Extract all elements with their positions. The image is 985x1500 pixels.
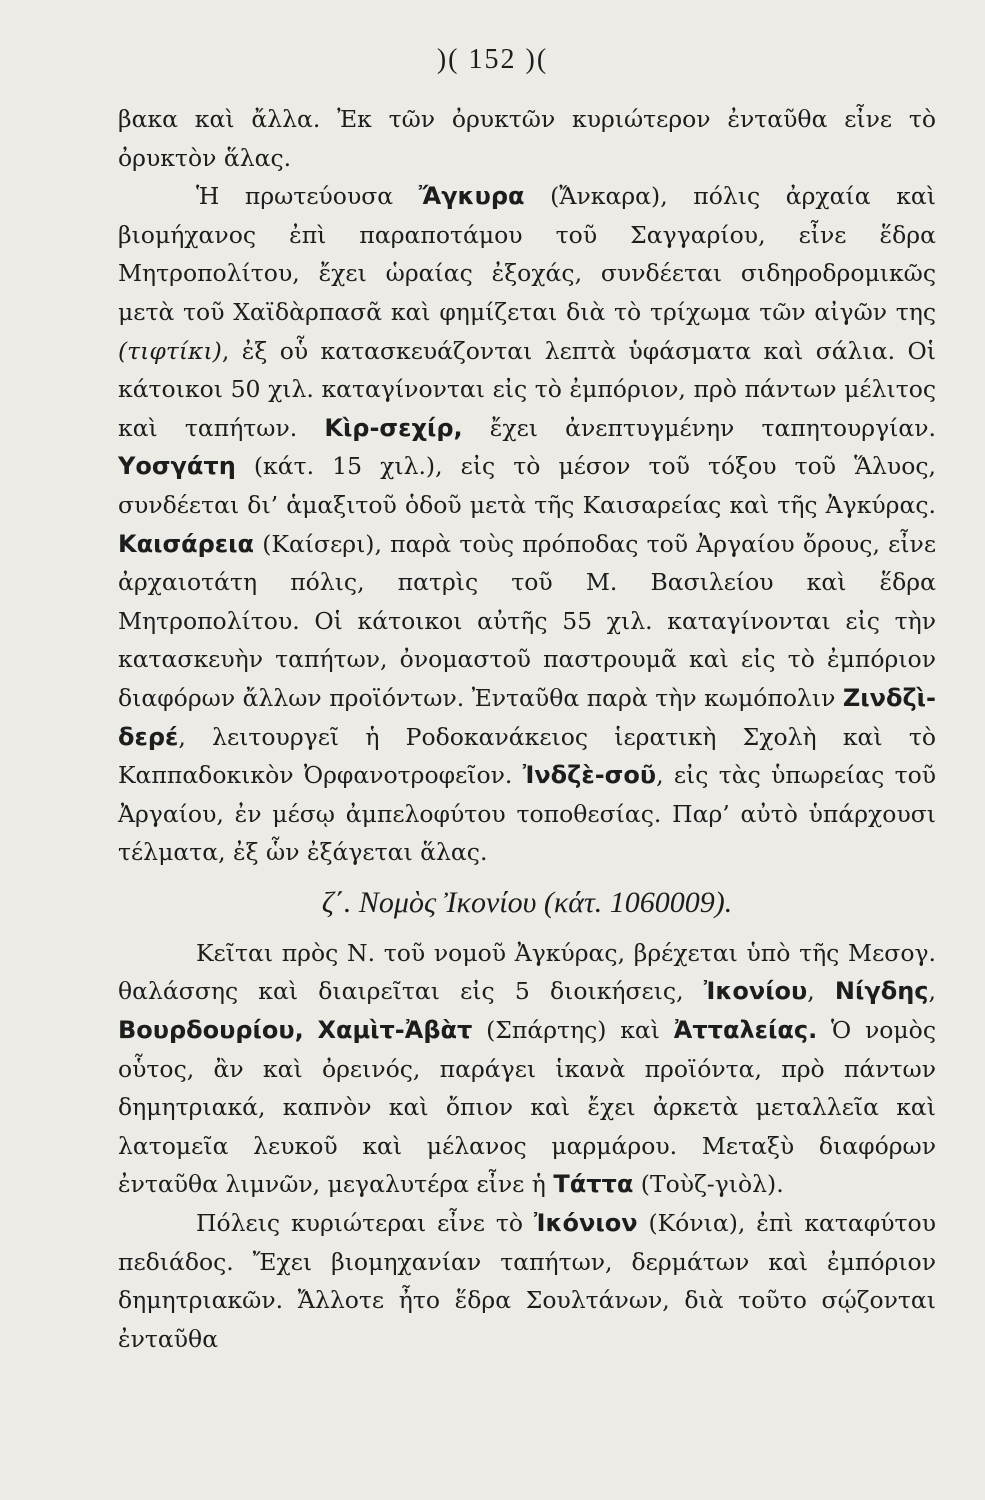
page-number-header: )( 152 )( (436, 44, 549, 75)
place-name-nigde: Νίγδης (834, 977, 929, 1006)
text-run: , εἰς τὰς ὑπωρείας τοῦ Ἀργαίου, ἐν μέσῳ ἀμπελοφύτου τοποθεσίας. Παρ’ αὐτὸ ὑπάρχουσι τέλματα, ἐξ ὧν ἐξάγεται ἅλας. (118, 761, 937, 867)
place-name-zindzidere: Ζινδζὶ-δερέ (118, 683, 936, 751)
place-name-indzesou: Ἰνδζὲ-σοῦ (522, 761, 657, 790)
paragraph-1 (118, 100, 936, 177)
text-run: ἔχει ἀνεπτυγμένην ταπητουργίαν. (462, 413, 936, 442)
place-name-kirsehir: Κὶρ-σεχίρ, (324, 413, 463, 442)
place-name-ikonion: Ἰκονίου (703, 977, 808, 1006)
text-run: Κεῖται πρὸς Ν. τοῦ νομοῦ Ἀγκύρας, βρέχεται ὑπὸ τῆς Μεσογ. θαλάσσης καὶ διαιρεῖται εἰς 5 διοικήσεις, (118, 938, 936, 1006)
place-name-ikonion-city: Ἰκόνιον (533, 1209, 638, 1238)
italic-term: (τιφτίκι) (118, 336, 222, 365)
text-run: (Σπάρτης) καὶ (472, 1016, 674, 1045)
text-run: , (807, 977, 835, 1006)
paragraph-2 (118, 177, 936, 872)
paragraph-3 (118, 934, 936, 1204)
text-run (304, 1016, 318, 1044)
text-run: Ὁ νομὸς οὗτος, ἂν καὶ ὀρεινός, παράγει ἱκανὰ προϊόντα, πρὸ πάντων δημητριακά, καπνὸν καὶ ὄπιον καὶ ἔχει ἀρκετὰ μεταλλεῖα καὶ λατομεῖα λευκοῦ καὶ μέλανος μαρμάρου. Μεταξὺ διαφόρων ἐνταῦθα λιμνῶν, μεγαλυτέρα εἶνε ἡ (118, 1016, 936, 1199)
page-body (118, 100, 936, 1358)
place-name-bourdour: Βουρδουρίου, (118, 1016, 304, 1045)
place-name-yozgat: Υοσγάτη (118, 452, 236, 481)
place-name-ankara: Ἄγκυρα (418, 182, 525, 211)
paragraph-4 (118, 1204, 936, 1358)
place-name-tatta: Τάττα (553, 1170, 634, 1199)
text-run: , λειτουργεῖ ἡ Ροδοκανάκειος ἱερατικὴ Σχολὴ καὶ τὸ Καππαδοκικὸν Ὀρφανοτροφεῖον. (118, 722, 936, 790)
text-run: , ἐξ οὗ κατασκευάζονται λεπτὰ ὑφάσματα καὶ σάλια. Οἱ κάτοικοι 50 χιλ. καταγίνονται εἰς τὸ ἐμπόριον, πρὸ πάντων μέλιτος καὶ ταπήτων. (118, 336, 936, 442)
place-name-kaisareia: Καισάρεια (118, 529, 254, 558)
text-run: Ἡ πρωτεύουσα (196, 182, 419, 211)
place-name-hamit-abat: Χαμὶτ-Ἀβὰτ (317, 1016, 473, 1045)
text-run: (Ἄνκαρα), πόλις ἀρχαία καὶ βιομήχανος ἐπὶ παραποτάμου τοῦ Σαγγαρίου, εἶνε ἕδρα Μητροπολίτου, ἔχει ὡραίας ἐξοχάς, συνδέεται σιδηροδρομικῶς μετὰ τοῦ Χαϊδὰρπασᾶ καὶ φημίζεται διὰ τὸ τρίχωμα τῶν αἰγῶν της (118, 182, 936, 326)
section-heading: ζ΄. Νομὸς Ἰκονίου (κάτ. 1060009). (321, 885, 733, 919)
text-run: (Καίσερι), παρὰ τοὺς πρόποδας τοῦ Ἀργαίου ὄρους, εἶνε ἀρχαιοτάτη πόλις, πατρὶς τοῦ Μ. Βασιλείου καὶ ἕδρα Μητροπολίτου. Οἱ κάτοικοι αὐτῆς 55 χιλ. καταγίνονται εἰς τὴν κατασκευὴν ταπήτων, ὀνομαστοῦ παστρουμᾶ καὶ εἰς τὸ ἐμπόριον διαφόρων ἄλλων προϊόντων. Ἐνταῦθα παρὰ τὴν κωμόπολιν (118, 529, 936, 712)
text-run: , (928, 977, 936, 1006)
text-run: (Κόνια), ἐπὶ καταφύτου πεδιάδος. Ἔχει βιομηχανίαν ταπήτων, δερμάτων καὶ ἐμπόριον δημητριακῶν. Ἄλλοτε ἦτο ἕδρα Σουλτάνων, διὰ τοῦτο σῴζονται ἐνταῦθα (118, 1209, 936, 1353)
text-run: βακα καὶ ἄλλα. Ἐκ τῶν ὀρυκτῶν κυριώτερον ἐνταῦθα εἶνε τὸ ὀρυκτὸν ἅλας. (118, 105, 936, 172)
place-name-attaleia: Ἀτταλείας. (673, 1016, 818, 1045)
text-run: Πόλεις κυριώτεραι εἶνε τὸ (196, 1209, 534, 1238)
text-run: (κάτ. 15 χιλ.), εἰς τὸ μέσον τοῦ τόξου τοῦ Ἅλυος, συνδέεται δι’ ἁμαξιτοῦ ὁδοῦ μετὰ τῆς Καισαρείας καὶ τῆς Ἀγκύρας. (118, 452, 936, 519)
text-run: (Τοὺζ-γιὸλ). (633, 1170, 784, 1199)
